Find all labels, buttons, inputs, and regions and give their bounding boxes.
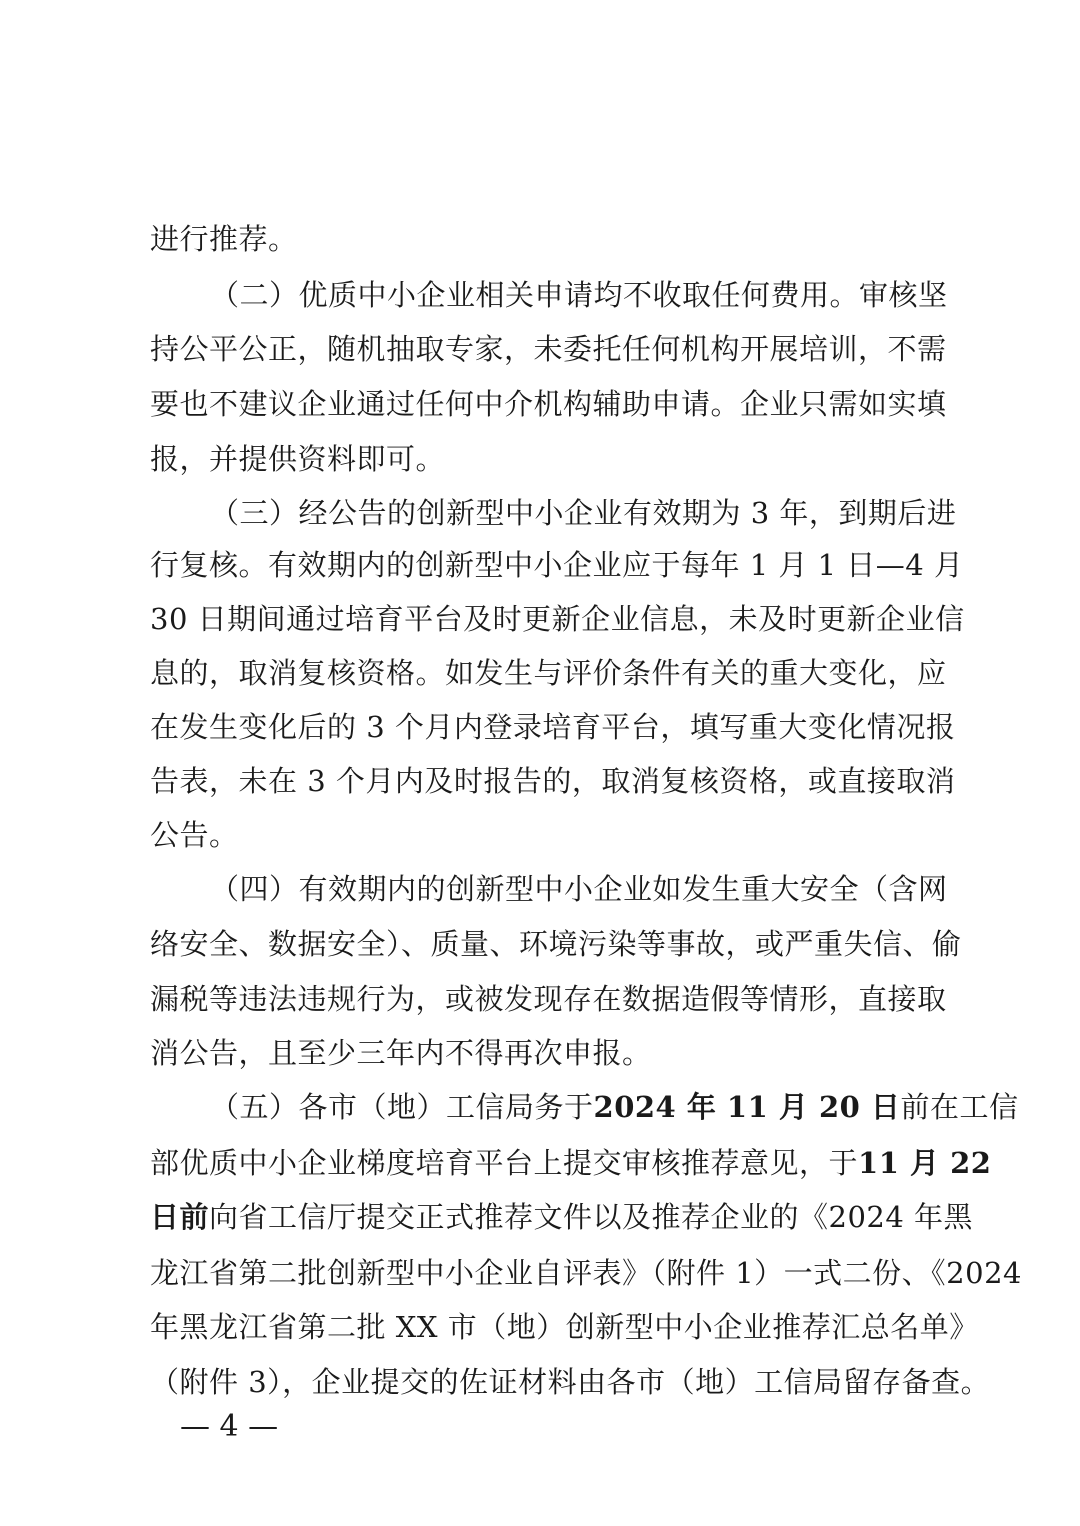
text-line: 进行推荐。 [150, 222, 298, 256]
text-line: 告表，未在 3 个月内及时报告的，取消复核资格，或直接取消 [150, 764, 956, 798]
deadline-date: 2024 年 11 月 20 日 [593, 1090, 901, 1124]
text-line: 息的，取消复核资格。如发生与评价条件有关的重大变化，应 [150, 656, 947, 690]
text-line: 在发生变化后的 3 个月内登录培育平台，填写重大变化情况报 [150, 710, 956, 744]
deadline-date: 11 月 22 [858, 1146, 992, 1180]
text-line: 龙江省第二批创新型中小企业自评表》（附件 1）一式二份、《2024 [150, 1256, 1022, 1290]
text-line: 年黑龙江省第二批 XX 市（地）创新型中小企业推荐汇总名单》 [150, 1310, 979, 1344]
text-line [210, 1080, 1019, 1134]
text-segment: 部优质中小企业梯度培育平台上提交审核推荐意见，于 [150, 1146, 859, 1180]
text-segment: 向省工信厅提交正式推荐文件以及推荐企业的《2024 年黑 [209, 1200, 974, 1234]
text-line: 持公平公正，随机抽取专家，未委托任何机构开展培训，不需 [150, 332, 947, 366]
text-line: 30 日期间通过培育平台及时更新企业信息，未及时更新企业信 [150, 602, 965, 636]
text-line: 要也不建议企业通过任何中介机构辅助申请。企业只需如实填 [150, 387, 947, 421]
text-line: （二）优质中小企业相关申请均不收取任何费用。审核坚 [210, 278, 948, 312]
text-line: 公告。 [150, 818, 239, 852]
deadline-date: 日前 [150, 1200, 210, 1234]
text-segment: （五）各市（地）工信局务于 [210, 1090, 594, 1124]
text-line: 行复核。有效期内的创新型中小企业应于每年 1 月 1 日—4 月 [150, 548, 964, 582]
page-number: — 4 — [180, 1409, 279, 1444]
text-line: 络安全、数据安全）、质量、环境污染等事故，或严重失信、偷 [150, 927, 962, 961]
text-line [150, 1190, 974, 1244]
text-segment: 前在工信 [900, 1090, 1019, 1124]
text-line [150, 1136, 992, 1190]
text-line: 漏税等违法违规行为，或被发现存在数据造假等情形，直接取 [150, 982, 947, 1016]
text-line: 报，并提供资料即可。 [150, 442, 446, 476]
text-line: （四）有效期内的创新型中小企业如发生重大安全（含网 [210, 872, 948, 906]
text-line: （三）经公告的创新型中小企业有效期为 3 年，到期后进 [210, 496, 957, 530]
text-line: 消公告，且至少三年内不得再次申报。 [150, 1036, 652, 1070]
text-line: （附件 3），企业提交的佐证材料由各市（地）工信局留存备查。 [150, 1365, 991, 1399]
